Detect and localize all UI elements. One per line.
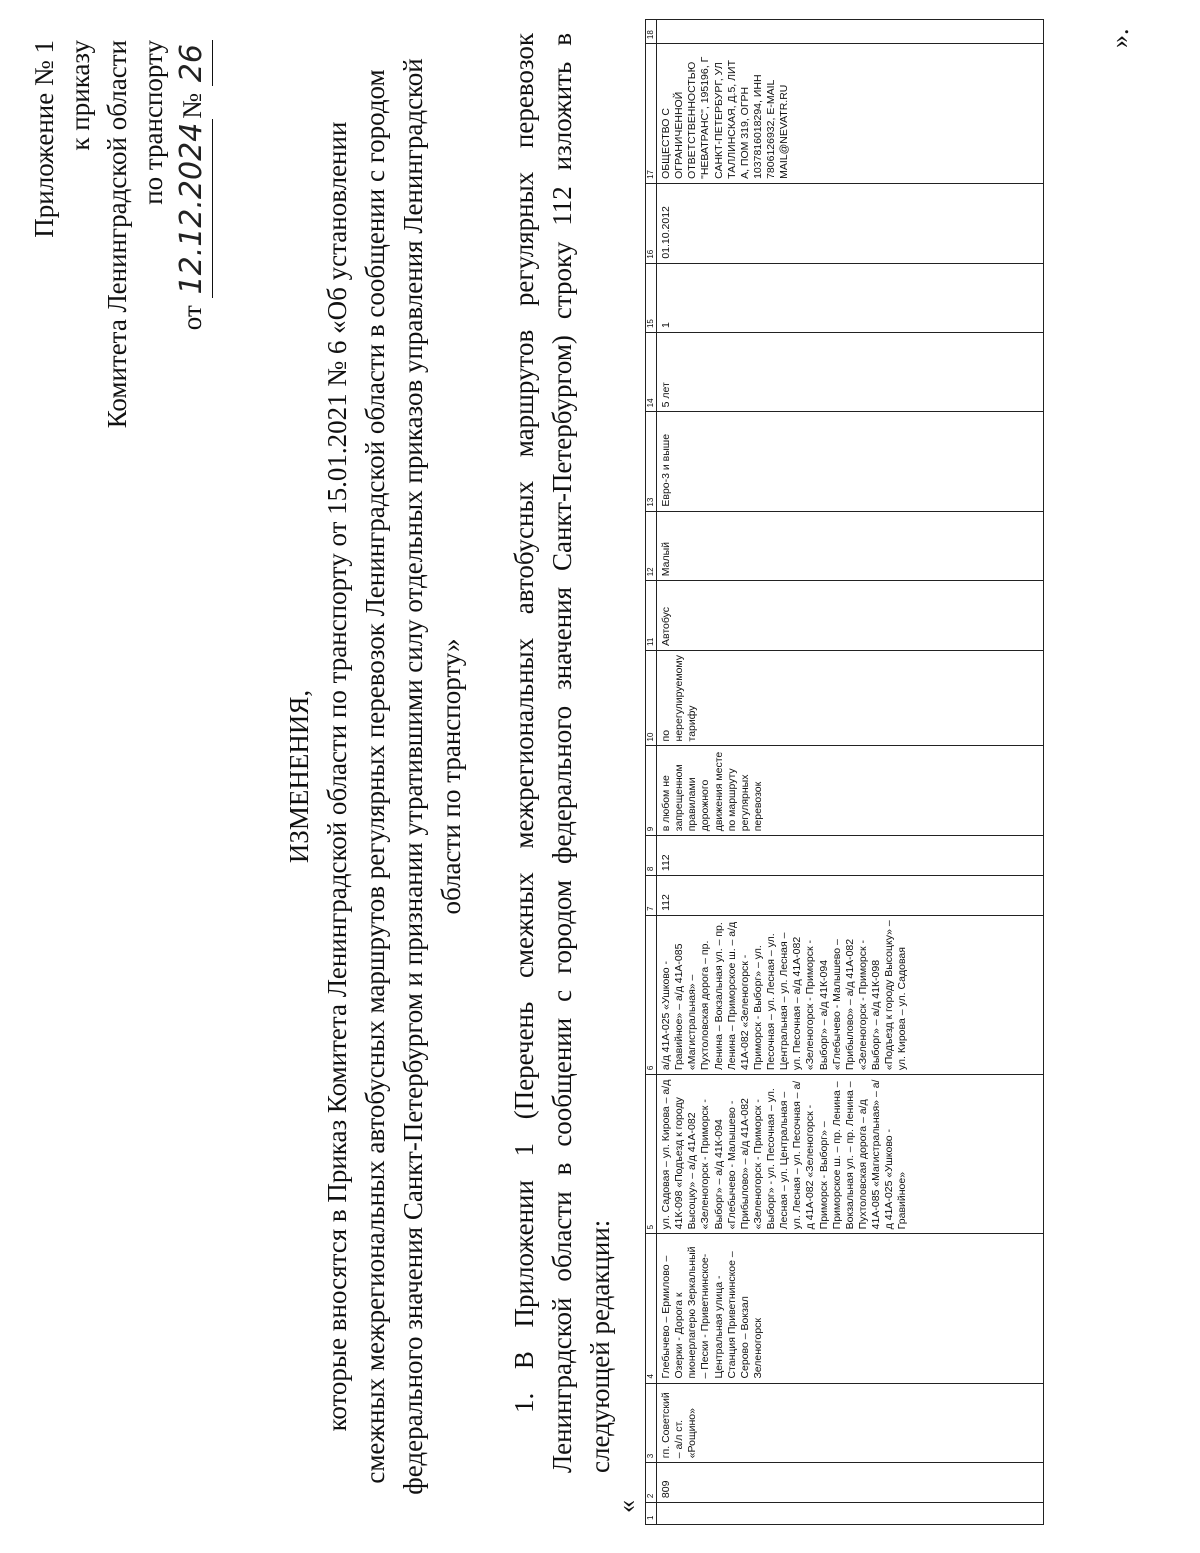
- col-mark: 11: [646, 581, 657, 651]
- boarding-procedure: в любом не запрещенном правилами дорожного движения месте по маршруту регулярных перевозок: [657, 746, 1044, 836]
- extra-cell: [657, 20, 1044, 44]
- col-mark: 8: [646, 836, 657, 876]
- col-mark: 3: [646, 1383, 657, 1463]
- date-prefix: от: [176, 305, 207, 331]
- title-block: [280, 0, 470, 1553]
- route-table: [645, 19, 1044, 1525]
- title-line-2: смежных межрегиональных автобусных маршрутов регулярных перевозок Ленинградской области в сообщении с городом: [360, 69, 390, 1484]
- title-line-4: области по транспорту»: [436, 638, 466, 915]
- handwritten-number: 26: [172, 40, 214, 86]
- col-mark: 16: [646, 183, 657, 263]
- col-mark: 15: [646, 263, 657, 332]
- route-number: 809: [657, 1463, 1044, 1503]
- vehicle-age: 5 лет: [657, 333, 1044, 412]
- title-line-1: которые вносятся в Приказ Комитета Ленинградской области по транспорту от 15.01.2021 № 6 «Об установлении: [322, 121, 352, 1432]
- document-heading: ИЗМЕНЕНИЯ,: [284, 689, 314, 864]
- start-date: 01.10.2012: [657, 183, 1044, 263]
- tariff-type: по нерегулируемому тарифу: [657, 650, 1044, 746]
- col-mark: 5: [646, 1075, 657, 1234]
- vehicle-type: Автобус: [657, 581, 1044, 651]
- col-mark: 2: [646, 1463, 657, 1503]
- number-prefix: №: [176, 92, 207, 119]
- vehicle-count: 1: [657, 263, 1044, 332]
- appendix-number: Приложение № 1: [29, 40, 59, 238]
- col-mark: 9: [646, 746, 657, 836]
- quote-close: ».: [1105, 28, 1134, 48]
- title-line-3: федерального значения Санкт-Петербургом и признании утратившими силу отдельных приказов управления Ленинградской: [398, 58, 428, 1495]
- length-backward: 112: [657, 836, 1044, 876]
- col-mark: 1: [646, 1503, 657, 1525]
- col-mark: 10: [646, 650, 657, 746]
- route-name: гп. Советский – а/л ст. «Рощино»: [657, 1383, 1044, 1463]
- col-mark: 17: [646, 44, 657, 184]
- col-mark: 7: [646, 876, 657, 916]
- paragraph-line-2: Ленинградской области в сообщении с городом федерального значения Санкт-Петербургом) строку 112 изложить в: [547, 33, 577, 1473]
- appendix-committee: Комитета Ленинградской области: [101, 40, 132, 429]
- eco-class: Евро-3 и выше: [657, 412, 1044, 511]
- col-mark: 14: [646, 333, 657, 412]
- appendix-block: [26, 40, 213, 428]
- col-mark: 13: [646, 412, 657, 511]
- amendment-paragraph: [505, 33, 619, 1473]
- appendix-order-ref: к приказу: [65, 40, 96, 151]
- appendix-transport: по транспорту: [138, 40, 169, 205]
- route-forward: ул. Садовая – ул. Кирова – а/д 41К-098 «Подъезд к городу Высоцку» – а/д 41А-082 «Зеленогорск - Приморск - Выборг» – а/д 41К-094 «Глебычево - Малышево - Прибылово» – а/д 41А-082 «Зеленогорск - Приморск - Выборг» - ул. Песочная – ул. Лесная – ул. Центральная – ул. Лесная – ул. Песочная – а/д 41А-082 «Зеленогорск - Приморск - Выборг» – Приморское ш. – пр. Ленина – Вокзальная ул. – пр. Ленина – Пухтоловская дорога – а/д 41А-085 «Магистральная» – а/д 41А-025 «Ушково - Гравийное»: [657, 1075, 1044, 1234]
- row-index: [657, 1503, 1044, 1525]
- paragraph-line-3: следующей редакции:: [585, 1219, 615, 1473]
- quote-open: «: [612, 1500, 641, 1513]
- route-backward: а/д 41А-025 «Ушково - Гравийное» – а/д 41А-085 «Магистральная» – Пухтоловская дорога – пр. Ленина – Вокзальная ул. – пр. Ленина – Приморское ш. – а/д 41А-082 «Зеленогорск - Приморск - Выборг» – ул. Песочная – ул. Лесная – ул. Центральная – ул. Лесная – ул. Песочная – а/д 41А-082 «Зеленогорск - Приморск - Выборг» – а/д 41К-094 «Глебычево - Малышево – Прибылово» – а/д 41А-082 «Зеленогорск - Приморск - Выборг» – а/д 41К-098 «Подъезд к городу Высоцку» – ул. Кирова – ул. Садовая: [657, 915, 1044, 1074]
- handwritten-date: 12.12.2024: [172, 119, 214, 299]
- col-mark: 12: [646, 511, 657, 581]
- length-forward: 112: [657, 876, 1044, 916]
- vehicle-class: Малый: [657, 511, 1044, 581]
- col-mark: 18: [646, 20, 657, 44]
- table-row: [657, 20, 1044, 1525]
- col-mark: 4: [646, 1234, 657, 1383]
- carrier-info: ОБЩЕСТВО С ОГРАНИЧЕННОЙ ОТВЕТСТВЕННОСТЬЮ "НЕВАТРАНС", 195196, Г САНКТ-ПЕТЕРБУРГ, УЛ ТАЛЛИНСКАЯ, Д.5, ЛИТ А, ПОМ 319, ОГРН 1037816018294, ИНН 7806126932, E-MAIL MAIL@NEVATR.RU: [657, 44, 1044, 184]
- col-mark: 6: [646, 915, 657, 1074]
- appendix-date-line: [172, 40, 214, 428]
- intermediate-stops: Глебычево – Ермилово – Озерки - Дорога к пионерлагерю Зеркальный – Пески - Приветнинское- Центральная улица - Станция Приветнинское – Серово – Вокзал Зеленогорск: [657, 1234, 1044, 1383]
- header-row: [646, 20, 657, 1525]
- paragraph-line-1: 1. В Приложении 1 (Перечень смежных межрегиональных автобусных маршрутов регулярных перевозок: [509, 33, 539, 1413]
